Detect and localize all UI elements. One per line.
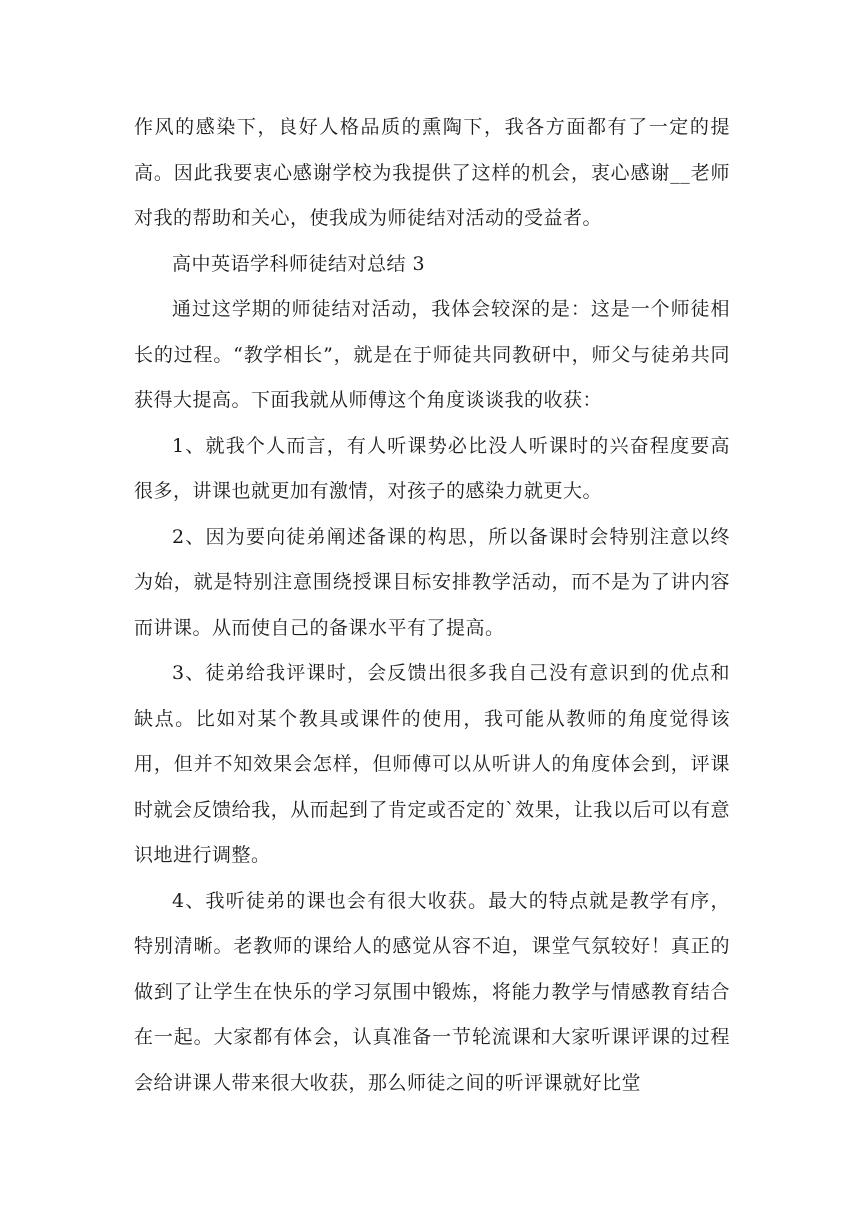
paragraph-continuation: 作风的感染下，良好人格品质的熏陶下，我各方面都有了一定的提高。因此我要衷心感谢学校为我提供了这样的机会，衷心感谢__老师对我的帮助和关心，使我成为师徒结对活动的受益者。 bbox=[134, 116, 730, 229]
paragraph-point-1: 1、就我个人而言，有人听课势必比没人听课时的兴奋程度要高很多，讲课也就更加有激情，对孩子的感染力就更大。 bbox=[134, 434, 730, 502]
paragraph-intro: 通过这学期的师徒结对活动，我体会较深的是：这是一个师徒相长的过程。“教学相长”，就是在于师徒共同教研中，师父与徒弟共同获得大提高。下面我就从师傅这个角度谈谈我的收获： bbox=[134, 298, 730, 411]
paragraph-point-4: 4、我听徒弟的课也会有很大收获。最大的特点就是教学有序，特别清晰。老教师的课给人的感觉从容不迫，课堂气氛较好！真正的做到了让学生在快乐的学习氛围中锻炼，将能力教学与情感教育结合在一起。大家都有体会，认真准备一节轮流课和大家听课评课的过程会给讲课人带来很大收获，那么师徒之间的听评课就好比堂 bbox=[134, 889, 730, 1094]
document-body bbox=[134, 105, 730, 1106]
section-heading: 高中英语学科师徒结对总结 3 bbox=[172, 252, 426, 275]
paragraph-point-3: 3、徒弟给我评课时，会反馈出很多我自己没有意识到的优点和缺点。比如对某个教具或课件的使用，我可能从教师的角度觉得该用，但并不知效果会怎样，但师傅可以从听讲人的角度体会到，评课时就会反馈给我，从而起到了肯定或否定的`效果，让我以后可以有意识地进行调整。 bbox=[134, 662, 730, 866]
paragraph-point-2: 2、因为要向徒弟阐述备课的构思，所以备课时会特别注意以终为始，就是特别注意围绕授课目标安排教学活动，而不是为了讲内容而讲课。从而使自己的备课水平有了提高。 bbox=[134, 525, 730, 639]
